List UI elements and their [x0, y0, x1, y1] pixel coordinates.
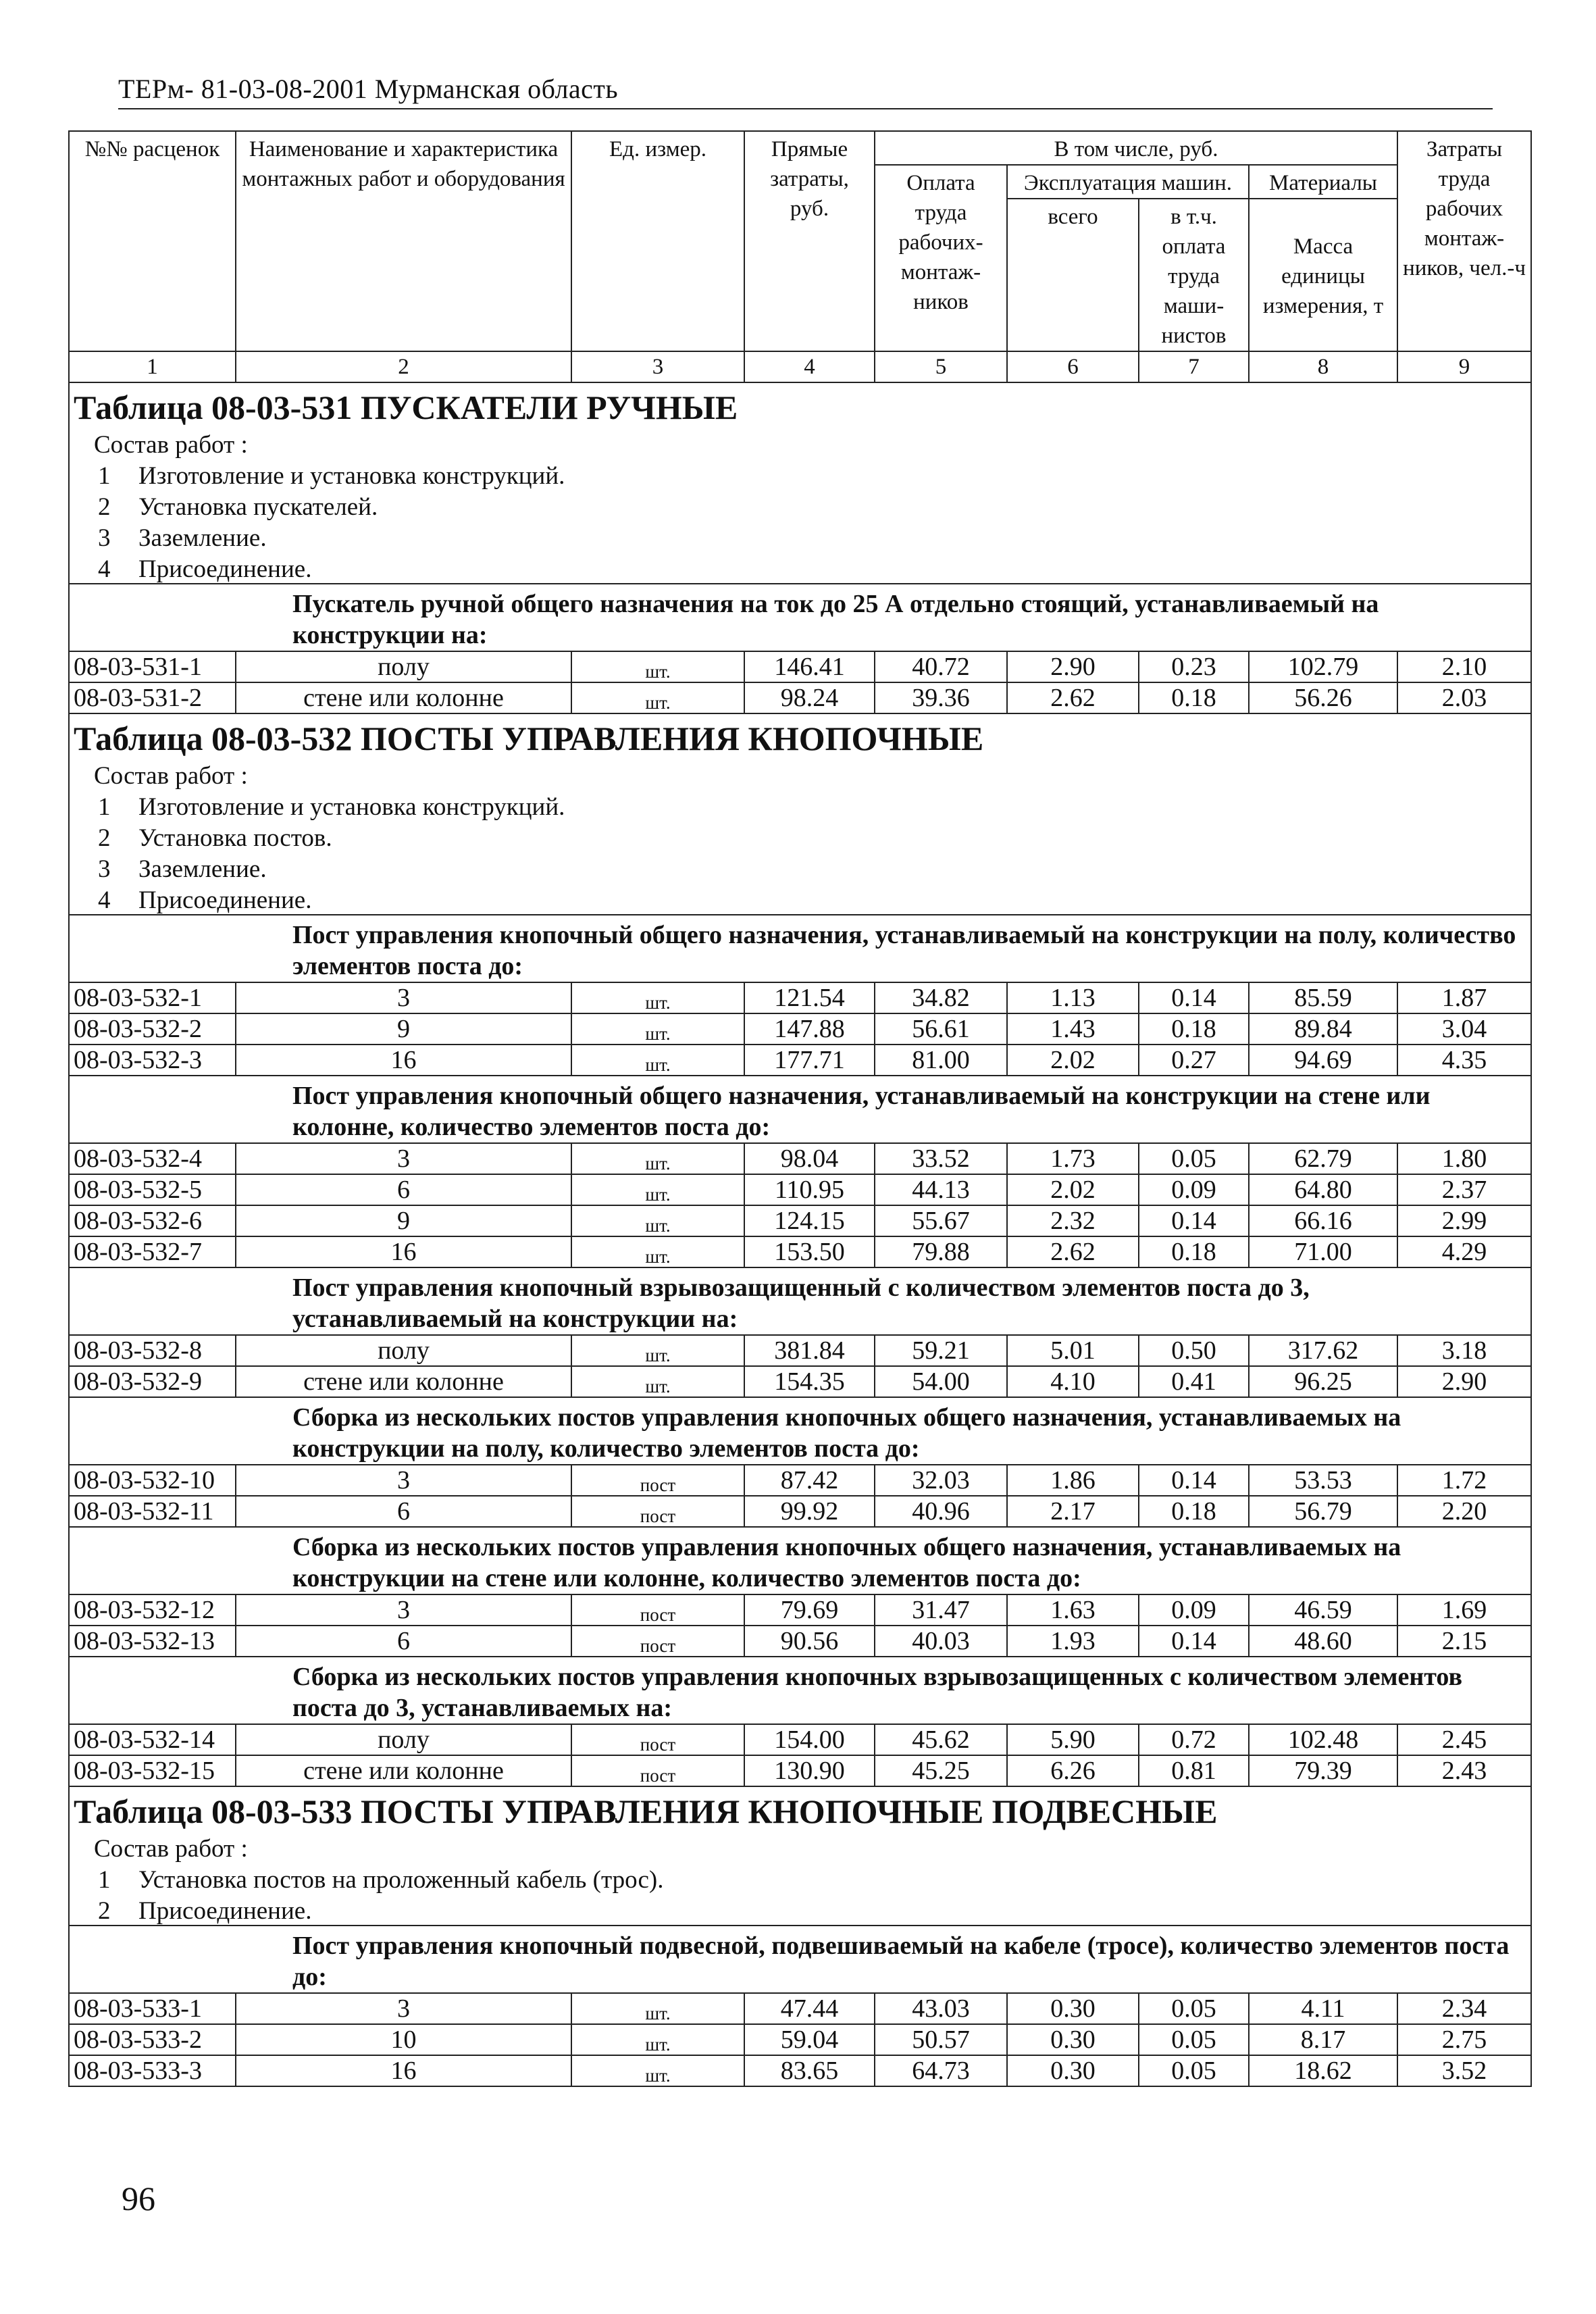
- table-row: [69, 1496, 1531, 1527]
- mass-cell: 89.84: [1249, 1013, 1397, 1045]
- direct-costs-cell: 177.71: [744, 1045, 875, 1076]
- table-title: Таблица 08-03-532 ПОСТЫ УПРАВЛЕНИЯ КНОПОЧНЫЕ: [69, 713, 1531, 757]
- work-step-number: 2: [98, 1896, 111, 1925]
- wages-cell: 45.62: [875, 1724, 1007, 1755]
- unit-cell: пост: [571, 1724, 744, 1755]
- direct-costs-cell: 130.90: [744, 1755, 875, 1786]
- labor-hours-cell: 4.29: [1397, 1236, 1531, 1267]
- work-step: [69, 490, 1531, 521]
- group-heading-row: [69, 1527, 1531, 1594]
- labor-hours-cell: 1.80: [1397, 1143, 1531, 1174]
- machines-total-cell: 2.62: [1007, 1236, 1139, 1267]
- mass-cell: 96.25: [1249, 1366, 1397, 1397]
- work-step-number: 4: [98, 886, 111, 914]
- unit-cell: пост: [571, 1626, 744, 1657]
- work-step-number: 2: [98, 824, 111, 852]
- work-name-cell: полу: [236, 1724, 571, 1755]
- col-number: 2: [236, 351, 571, 382]
- machines-total-cell: 2.17: [1007, 1496, 1139, 1527]
- table-row: [69, 1724, 1531, 1755]
- mass-cell: 46.59: [1249, 1594, 1397, 1626]
- wages-cell: 79.88: [875, 1236, 1007, 1267]
- group-heading-row: [69, 1267, 1531, 1335]
- table-row: [69, 1335, 1531, 1366]
- work-name-cell: стене или колонне: [236, 1755, 571, 1786]
- work-step: [69, 883, 1531, 915]
- group-heading-row: [69, 584, 1531, 651]
- work-name-cell: 6: [236, 1174, 571, 1205]
- machines-total-cell: 2.02: [1007, 1174, 1139, 1205]
- table-title: Таблица 08-03-531 ПУСКАТЕЛИ РУЧНЫЕ: [69, 382, 1531, 426]
- group-heading-row: [69, 1926, 1531, 1993]
- table-title-row: [69, 382, 1531, 426]
- work-name-cell: полу: [236, 1335, 571, 1366]
- wages-cell: 81.00: [875, 1045, 1007, 1076]
- wages-cell: 45.25: [875, 1755, 1007, 1786]
- machines-total-cell: 1.13: [1007, 982, 1139, 1013]
- wages-cell: 40.96: [875, 1496, 1007, 1527]
- machines-total-cell: 0.30: [1007, 1993, 1139, 2024]
- table-row: [69, 982, 1531, 1013]
- wages-cell: 64.73: [875, 2055, 1007, 2086]
- machines-total-cell: 5.01: [1007, 1335, 1139, 1366]
- mass-cell: 56.26: [1249, 682, 1397, 713]
- operator-wages-cell: 0.05: [1139, 2024, 1249, 2055]
- wages-cell: 56.61: [875, 1013, 1007, 1045]
- rate-code-cell: 08-03-532-14: [69, 1724, 236, 1755]
- operator-wages-cell: 0.81: [1139, 1755, 1249, 1786]
- machines-total-cell: 0.30: [1007, 2055, 1139, 2086]
- work-step-text: Установка постов на проложенный кабель (трос).: [138, 1865, 664, 1894]
- work-step-number: 1: [98, 1865, 111, 1894]
- rate-code-cell: 08-03-532-11: [69, 1496, 236, 1527]
- mass-cell: 48.60: [1249, 1626, 1397, 1657]
- table-row: [69, 1045, 1531, 1076]
- table-row: [69, 1465, 1531, 1496]
- wages-cell: 43.03: [875, 1993, 1007, 2024]
- machines-total-cell: 1.86: [1007, 1465, 1139, 1496]
- unit-cell: шт.: [571, 1174, 744, 1205]
- rates-table-frame: [68, 130, 1530, 2087]
- work-step-number: 1: [98, 793, 111, 821]
- labor-hours-cell: 1.72: [1397, 1465, 1531, 1496]
- col-header-materials: Материалы: [1249, 165, 1397, 199]
- composition-label: Состав работ :: [69, 426, 1531, 459]
- work-step-text: Присоединение.: [138, 1896, 312, 1925]
- labor-hours-cell: 2.34: [1397, 1993, 1531, 2024]
- page-number: 96: [122, 2180, 155, 2217]
- labor-hours-cell: 2.10: [1397, 651, 1531, 682]
- direct-costs-cell: 154.35: [744, 1366, 875, 1397]
- work-name-cell: 9: [236, 1205, 571, 1236]
- labor-hours-cell: 2.75: [1397, 2024, 1531, 2055]
- machines-total-cell: 2.62: [1007, 682, 1139, 713]
- composition-label-row: [69, 757, 1531, 790]
- table-row: [69, 1174, 1531, 1205]
- work-step: [69, 821, 1531, 852]
- operator-wages-cell: 0.14: [1139, 1626, 1249, 1657]
- mass-cell: 317.62: [1249, 1335, 1397, 1366]
- rate-code-cell: 08-03-532-2: [69, 1013, 236, 1045]
- mass-cell: 85.59: [1249, 982, 1397, 1013]
- rate-code-cell: 08-03-532-1: [69, 982, 236, 1013]
- work-step-text: Изготовление и установка конструкций.: [138, 461, 565, 490]
- operator-wages-cell: 0.09: [1139, 1174, 1249, 1205]
- operator-wages-cell: 0.72: [1139, 1724, 1249, 1755]
- wages-cell: 55.67: [875, 1205, 1007, 1236]
- direct-costs-cell: 83.65: [744, 2055, 875, 2086]
- operator-wages-cell: 0.14: [1139, 1205, 1249, 1236]
- operator-wages-cell: 0.27: [1139, 1045, 1249, 1076]
- unit-cell: пост: [571, 1496, 744, 1527]
- machines-total-cell: 1.63: [1007, 1594, 1139, 1626]
- composition-label: Состав работ :: [69, 757, 1531, 790]
- machines-total-cell: 2.32: [1007, 1205, 1139, 1236]
- table-row: [69, 651, 1531, 682]
- labor-hours-cell: 3.52: [1397, 2055, 1531, 2086]
- operator-wages-cell: 0.18: [1139, 1236, 1249, 1267]
- work-step-row: [69, 821, 1531, 852]
- mass-cell: 8.17: [1249, 2024, 1397, 2055]
- operator-wages-cell: 0.05: [1139, 1143, 1249, 1174]
- group-heading-row: [69, 1076, 1531, 1143]
- work-step-row: [69, 459, 1531, 490]
- work-step: [69, 852, 1531, 883]
- work-step: [69, 1863, 1531, 1894]
- machines-total-cell: 1.73: [1007, 1143, 1139, 1174]
- work-step: [69, 790, 1531, 821]
- col-header-codes: №№ расценок: [69, 131, 236, 351]
- col-header-name: Наименование и характеристика монтажных работ и оборудования: [236, 131, 571, 351]
- operator-wages-cell: 0.18: [1139, 1013, 1249, 1045]
- mass-cell: 71.00: [1249, 1236, 1397, 1267]
- direct-costs-cell: 381.84: [744, 1335, 875, 1366]
- rate-code-cell: 08-03-531-2: [69, 682, 236, 713]
- col-number: 1: [69, 351, 236, 382]
- rate-code-cell: 08-03-532-15: [69, 1755, 236, 1786]
- machines-total-cell: 1.93: [1007, 1626, 1139, 1657]
- work-step-text: Установка постов.: [138, 824, 332, 852]
- work-name-cell: стене или колонне: [236, 1366, 571, 1397]
- work-step: [69, 459, 1531, 490]
- work-step-text: Заземление.: [138, 855, 267, 883]
- direct-costs-cell: 110.95: [744, 1174, 875, 1205]
- mass-cell: 62.79: [1249, 1143, 1397, 1174]
- group-heading: Сборка из нескольких постов управления кнопочных взрывозащищенных с количеством элементов поста до 3, устанавливаемых на:: [69, 1657, 1531, 1724]
- table-row: [69, 1626, 1531, 1657]
- operator-wages-cell: 0.41: [1139, 1366, 1249, 1397]
- rate-code-cell: 08-03-532-3: [69, 1045, 236, 1076]
- unit-cell: шт.: [571, 2024, 744, 2055]
- operator-wages-cell: 0.05: [1139, 2055, 1249, 2086]
- column-numbers-row: [69, 351, 1531, 382]
- work-step: [69, 521, 1531, 552]
- machines-total-cell: 2.90: [1007, 651, 1139, 682]
- composition-label-row: [69, 1830, 1531, 1863]
- wages-cell: 34.82: [875, 982, 1007, 1013]
- wages-cell: 44.13: [875, 1174, 1007, 1205]
- mass-cell: 94.69: [1249, 1045, 1397, 1076]
- direct-costs-cell: 146.41: [744, 651, 875, 682]
- header-rule: [118, 108, 1493, 109]
- operator-wages-cell: 0.23: [1139, 651, 1249, 682]
- rates-table: [68, 130, 1532, 2087]
- work-name-cell: 16: [236, 2055, 571, 2086]
- wages-cell: 54.00: [875, 1366, 1007, 1397]
- unit-cell: шт.: [571, 1045, 744, 1076]
- composition-label-row: [69, 426, 1531, 459]
- work-name-cell: 3: [236, 1993, 571, 2024]
- work-step-row: [69, 1863, 1531, 1894]
- rate-code-cell: 08-03-532-7: [69, 1236, 236, 1267]
- unit-cell: пост: [571, 1594, 744, 1626]
- direct-costs-cell: 153.50: [744, 1236, 875, 1267]
- rate-code-cell: 08-03-532-12: [69, 1594, 236, 1626]
- col-header-machines-total: всего: [1007, 199, 1139, 351]
- labor-hours-cell: 2.20: [1397, 1496, 1531, 1527]
- work-step-row: [69, 490, 1531, 521]
- labor-hours-cell: 1.69: [1397, 1594, 1531, 1626]
- mass-cell: 53.53: [1249, 1465, 1397, 1496]
- table-row: [69, 1205, 1531, 1236]
- work-step-row: [69, 1894, 1531, 1926]
- work-step-number: 1: [98, 461, 111, 490]
- group-heading: Пускатель ручной общего назначения на ток до 25 А отдельно стоящий, устанавливаемый на конструкции на:: [69, 584, 1531, 651]
- group-heading-row: [69, 1657, 1531, 1724]
- machines-total-cell: 6.26: [1007, 1755, 1139, 1786]
- group-heading-row: [69, 915, 1531, 982]
- col-header-unit: Ед. измер.: [571, 131, 744, 351]
- labor-hours-cell: 2.43: [1397, 1755, 1531, 1786]
- table-row: [69, 1236, 1531, 1267]
- work-step-number: 4: [98, 555, 111, 583]
- direct-costs-cell: 124.15: [744, 1205, 875, 1236]
- labor-hours-cell: 3.18: [1397, 1335, 1531, 1366]
- work-step-text: Установка пускателей.: [138, 493, 378, 521]
- work-step-row: [69, 552, 1531, 584]
- unit-cell: шт.: [571, 1366, 744, 1397]
- work-name-cell: 6: [236, 1496, 571, 1527]
- table-row: [69, 2055, 1531, 2086]
- rates-body: [69, 382, 1531, 2086]
- operator-wages-cell: 0.18: [1139, 1496, 1249, 1527]
- machines-total-cell: 2.02: [1007, 1045, 1139, 1076]
- operator-wages-cell: 0.18: [1139, 682, 1249, 713]
- work-name-cell: 9: [236, 1013, 571, 1045]
- group-heading: Сборка из нескольких постов управления кнопочных общего назначения, устанавливаемых на конструкции на стене или колонне, количество элементов поста до:: [69, 1527, 1531, 1594]
- labor-hours-cell: 2.90: [1397, 1366, 1531, 1397]
- operator-wages-cell: 0.50: [1139, 1335, 1249, 1366]
- group-heading-row: [69, 1397, 1531, 1465]
- wages-cell: 59.21: [875, 1335, 1007, 1366]
- mass-cell: 66.16: [1249, 1205, 1397, 1236]
- work-step-row: [69, 521, 1531, 552]
- table-row: [69, 1755, 1531, 1786]
- unit-cell: шт.: [571, 1013, 744, 1045]
- col-number: 3: [571, 351, 744, 382]
- col-header-operator-wages: в т.ч. оплата труда маши-нистов: [1139, 199, 1249, 351]
- direct-costs-cell: 87.42: [744, 1465, 875, 1496]
- work-step-text: Заземление.: [138, 524, 267, 552]
- rate-code-cell: 08-03-532-8: [69, 1335, 236, 1366]
- group-heading: Пост управления кнопочный взрывозащищенный с количеством элементов поста до 3, устанавливаемый на конструкции на:: [69, 1267, 1531, 1335]
- mass-cell: 102.48: [1249, 1724, 1397, 1755]
- rate-code-cell: 08-03-533-3: [69, 2055, 236, 2086]
- rate-code-cell: 08-03-532-9: [69, 1366, 236, 1397]
- work-step: [69, 552, 1531, 584]
- work-step-text: Изготовление и установка конструкций.: [138, 793, 565, 821]
- rate-code-cell: 08-03-531-1: [69, 651, 236, 682]
- direct-costs-cell: 90.56: [744, 1626, 875, 1657]
- wages-cell: 39.36: [875, 682, 1007, 713]
- operator-wages-cell: 0.14: [1139, 982, 1249, 1013]
- table-row: [69, 1366, 1531, 1397]
- labor-hours-cell: 2.99: [1397, 1205, 1531, 1236]
- col-number: 6: [1007, 351, 1139, 382]
- table-row: [69, 1013, 1531, 1045]
- machines-total-cell: 5.90: [1007, 1724, 1139, 1755]
- wages-cell: 40.72: [875, 651, 1007, 682]
- labor-hours-cell: 2.15: [1397, 1626, 1531, 1657]
- work-name-cell: 3: [236, 1594, 571, 1626]
- unit-cell: шт.: [571, 2055, 744, 2086]
- rate-code-cell: 08-03-532-6: [69, 1205, 236, 1236]
- labor-hours-cell: 1.87: [1397, 982, 1531, 1013]
- work-step-row: [69, 790, 1531, 821]
- direct-costs-cell: 98.04: [744, 1143, 875, 1174]
- rate-code-cell: 08-03-532-13: [69, 1626, 236, 1657]
- col-number: 8: [1249, 351, 1397, 382]
- labor-hours-cell: 2.03: [1397, 682, 1531, 713]
- direct-costs-cell: 79.69: [744, 1594, 875, 1626]
- table-row: [69, 1594, 1531, 1626]
- col-number: 9: [1397, 351, 1531, 382]
- rate-code-cell: 08-03-533-2: [69, 2024, 236, 2055]
- col-number: 7: [1139, 351, 1249, 382]
- wages-cell: 40.03: [875, 1626, 1007, 1657]
- unit-cell: пост: [571, 1755, 744, 1786]
- labor-hours-cell: 2.37: [1397, 1174, 1531, 1205]
- operator-wages-cell: 0.09: [1139, 1594, 1249, 1626]
- work-name-cell: 16: [236, 1045, 571, 1076]
- unit-cell: шт.: [571, 982, 744, 1013]
- mass-cell: 102.79: [1249, 651, 1397, 682]
- wages-cell: 50.57: [875, 2024, 1007, 2055]
- direct-costs-cell: 154.00: [744, 1724, 875, 1755]
- work-name-cell: полу: [236, 651, 571, 682]
- unit-cell: пост: [571, 1465, 744, 1496]
- col-number: 4: [744, 351, 875, 382]
- work-name-cell: 3: [236, 1465, 571, 1496]
- table-title-row: [69, 1786, 1531, 1830]
- work-name-cell: 16: [236, 1236, 571, 1267]
- machines-total-cell: 1.43: [1007, 1013, 1139, 1045]
- table-row: [69, 2024, 1531, 2055]
- mass-cell: 56.79: [1249, 1496, 1397, 1527]
- col-header-including: В том числе, руб.: [875, 131, 1397, 165]
- machines-total-cell: 0.30: [1007, 2024, 1139, 2055]
- group-heading: Пост управления кнопочный подвесной, подвешиваемый на кабеле (тросе), количество элементов поста до:: [69, 1926, 1531, 1993]
- group-heading: Сборка из нескольких постов управления кнопочных общего назначения, устанавливаемых на конструкции на полу, количество элементов поста до:: [69, 1397, 1531, 1465]
- rate-code-cell: 08-03-532-4: [69, 1143, 236, 1174]
- mass-cell: 79.39: [1249, 1755, 1397, 1786]
- unit-cell: шт.: [571, 1236, 744, 1267]
- work-step-number: 3: [98, 855, 111, 883]
- rate-code-cell: 08-03-533-1: [69, 1993, 236, 2024]
- unit-cell: шт.: [571, 1993, 744, 2024]
- unit-cell: шт.: [571, 682, 744, 713]
- work-name-cell: стене или колонне: [236, 682, 571, 713]
- unit-cell: шт.: [571, 1143, 744, 1174]
- direct-costs-cell: 47.44: [744, 1993, 875, 2024]
- direct-costs-cell: 121.54: [744, 982, 875, 1013]
- direct-costs-cell: 99.92: [744, 1496, 875, 1527]
- document-header: ТЕРм- 81-03-08-2001 Мурманская область: [118, 74, 619, 104]
- col-header-wages: Оплата труда рабочих-монтаж-ников: [875, 165, 1007, 351]
- labor-hours-cell: 3.04: [1397, 1013, 1531, 1045]
- direct-costs-cell: 59.04: [744, 2024, 875, 2055]
- work-name-cell: 10: [236, 2024, 571, 2055]
- operator-wages-cell: 0.14: [1139, 1465, 1249, 1496]
- labor-hours-cell: 2.45: [1397, 1724, 1531, 1755]
- col-header-direct-costs: Прямые затраты, руб.: [744, 131, 875, 351]
- rate-code-cell: 08-03-532-5: [69, 1174, 236, 1205]
- rate-code-cell: 08-03-532-10: [69, 1465, 236, 1496]
- work-name-cell: 3: [236, 982, 571, 1013]
- header-row-1: [69, 131, 1531, 165]
- col-number: 5: [875, 351, 1007, 382]
- work-step-row: [69, 852, 1531, 883]
- table-title-row: [69, 713, 1531, 757]
- unit-cell: шт.: [571, 651, 744, 682]
- labor-hours-cell: 4.35: [1397, 1045, 1531, 1076]
- work-step-number: 2: [98, 493, 111, 521]
- operator-wages-cell: 0.05: [1139, 1993, 1249, 2024]
- table-row: [69, 682, 1531, 713]
- wages-cell: 32.03: [875, 1465, 1007, 1496]
- mass-cell: 64.80: [1249, 1174, 1397, 1205]
- wages-cell: 33.52: [875, 1143, 1007, 1174]
- col-header-machines: Эксплуатация машин.: [1007, 165, 1249, 199]
- work-step-text: Присоединение.: [138, 886, 312, 914]
- composition-label: Состав работ :: [69, 1830, 1531, 1863]
- table-row: [69, 1143, 1531, 1174]
- table-title: Таблица 08-03-533 ПОСТЫ УПРАВЛЕНИЯ КНОПОЧНЫЕ ПОДВЕСНЫЕ: [69, 1786, 1531, 1830]
- group-heading: Пост управления кнопочный общего назначения, устанавливаемый на конструкции на стене или колонне, количество элементов поста до:: [69, 1076, 1531, 1143]
- work-step-row: [69, 883, 1531, 915]
- direct-costs-cell: 98.24: [744, 682, 875, 713]
- machines-total-cell: 4.10: [1007, 1366, 1139, 1397]
- group-heading: Пост управления кнопочный общего назначения, устанавливаемый на конструкции на полу, количество элементов поста до:: [69, 915, 1531, 982]
- work-step: [69, 1894, 1531, 1926]
- mass-cell: 18.62: [1249, 2055, 1397, 2086]
- work-step-number: 3: [98, 524, 111, 552]
- col-header-labor-hours: Затраты труда рабочих монтаж-ников, чел.-ч: [1397, 131, 1531, 351]
- mass-cell: 4.11: [1249, 1993, 1397, 2024]
- unit-cell: шт.: [571, 1335, 744, 1366]
- direct-costs-cell: 147.88: [744, 1013, 875, 1045]
- unit-cell: шт.: [571, 1205, 744, 1236]
- work-step-text: Присоединение.: [138, 555, 312, 583]
- col-header-mass: Масса единицы измерения, т: [1249, 199, 1397, 351]
- work-name-cell: 3: [236, 1143, 571, 1174]
- table-row: [69, 1993, 1531, 2024]
- work-name-cell: 6: [236, 1626, 571, 1657]
- wages-cell: 31.47: [875, 1594, 1007, 1626]
